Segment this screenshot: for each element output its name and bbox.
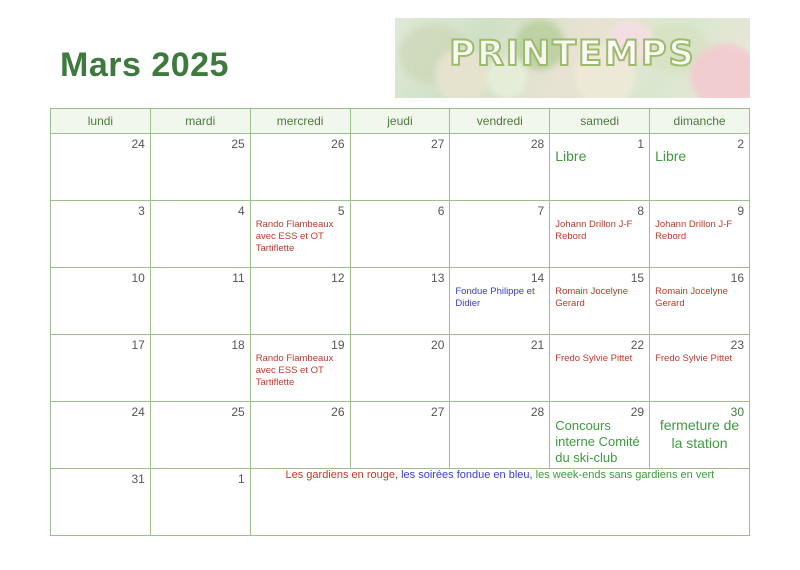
calendar-week-row xyxy=(51,201,750,268)
day-event: Johann Drillon J-F Rebord xyxy=(555,219,633,242)
day-number: 13 xyxy=(431,271,445,285)
day-number: 4 xyxy=(238,204,245,218)
day-cell[interactable] xyxy=(650,402,750,469)
calendar-week-row xyxy=(51,402,750,469)
day-event: Johann Drillon J-F Rebord xyxy=(655,219,733,242)
day-number: 31 xyxy=(131,472,145,486)
legend-part-gardiens: Les gardiens en rouge, xyxy=(285,469,399,481)
day-event: Rando Flambeaux avec ESS et OT Tartiflette xyxy=(255,219,334,254)
day-number: 21 xyxy=(530,338,545,352)
day-cell[interactable] xyxy=(250,134,350,201)
day-cell[interactable] xyxy=(150,134,250,201)
day-cell[interactable] xyxy=(550,335,650,402)
day-cell[interactable] xyxy=(350,134,450,201)
calendar-week-row xyxy=(51,134,750,201)
day-event: Romain Jocelyne Gerard xyxy=(555,286,629,309)
day-cell[interactable] xyxy=(550,134,650,201)
day-number: 3 xyxy=(138,204,145,218)
day-cell[interactable] xyxy=(250,201,350,268)
day-cell[interactable] xyxy=(51,469,151,536)
day-number: 26 xyxy=(331,137,345,151)
day-number: 24 xyxy=(131,137,145,151)
day-cell[interactable] xyxy=(51,335,151,402)
day-number: 26 xyxy=(331,405,345,419)
day-number: 19 xyxy=(331,338,345,352)
weekday-header-lundi: lundi xyxy=(51,109,151,134)
day-cell[interactable] xyxy=(550,201,650,268)
day-cell[interactable] xyxy=(150,268,250,335)
page-header xyxy=(0,0,800,100)
day-cell[interactable] xyxy=(150,469,250,536)
banner-word: PRINTEMPS xyxy=(449,34,696,74)
day-number: 2 xyxy=(737,137,744,151)
calendar-week-row xyxy=(51,335,750,402)
day-number: 1 xyxy=(238,472,245,486)
day-cell[interactable] xyxy=(250,268,350,335)
day-number: 17 xyxy=(131,338,145,352)
day-number: 25 xyxy=(231,405,245,419)
weekday-header-mercredi: mercredi xyxy=(250,109,350,134)
day-number: 5 xyxy=(337,204,345,218)
calendar-table xyxy=(50,108,750,536)
day-number: 7 xyxy=(537,204,545,218)
day-cell[interactable] xyxy=(150,402,250,469)
weekday-header-dimanche: dimanche xyxy=(650,109,750,134)
day-number: 28 xyxy=(530,405,545,419)
day-cell[interactable] xyxy=(350,402,450,469)
legend-part-weekends: les week-ends sans gardiens en vert xyxy=(532,469,715,481)
day-number: 8 xyxy=(637,204,645,218)
day-number: 11 xyxy=(232,271,245,285)
day-event: Fredo Sylvie Pittet xyxy=(555,353,633,364)
weekday-header-row xyxy=(51,109,750,134)
day-number: 6 xyxy=(437,204,445,218)
day-number: 14 xyxy=(530,271,545,285)
calendar-week-row xyxy=(51,268,750,335)
weekday-header-vendredi: vendredi xyxy=(450,109,550,134)
day-cell[interactable] xyxy=(51,201,151,268)
day-number: 28 xyxy=(530,137,545,151)
day-event: Concours interne Comité du ski-club xyxy=(555,418,640,464)
day-number: 9 xyxy=(737,204,744,218)
page-title: Mars 2025 xyxy=(60,46,229,84)
legend-text xyxy=(251,469,749,481)
day-event: Rando Flambeaux avec ESS et OT Tartiflette xyxy=(255,353,334,388)
legend-part-fondue: les soirées fondue en bleu, xyxy=(398,469,533,481)
day-cell[interactable] xyxy=(450,402,550,469)
day-number: 18 xyxy=(231,338,245,352)
weekday-header-jeudi: jeudi xyxy=(350,109,450,134)
day-cell[interactable] xyxy=(450,268,550,335)
day-cell[interactable] xyxy=(450,201,550,268)
day-cell[interactable] xyxy=(550,402,650,469)
day-cell[interactable] xyxy=(650,134,750,201)
day-cell[interactable] xyxy=(250,402,350,469)
day-number: 25 xyxy=(231,137,245,151)
weekday-header-samedi: samedi xyxy=(550,109,650,134)
day-cell[interactable] xyxy=(250,335,350,402)
spring-banner-image xyxy=(395,18,750,98)
day-number: 12 xyxy=(331,271,345,285)
day-number: 15 xyxy=(630,271,645,285)
day-cell[interactable] xyxy=(650,268,750,335)
calendar-week-row xyxy=(51,469,750,536)
day-number: 27 xyxy=(431,405,445,419)
legend-cell xyxy=(250,469,749,536)
day-cell[interactable] xyxy=(150,201,250,268)
day-cell[interactable] xyxy=(650,201,750,268)
day-number: 22 xyxy=(630,338,645,352)
day-number: 10 xyxy=(131,271,145,285)
day-cell[interactable] xyxy=(450,134,550,201)
day-number: 1 xyxy=(637,137,645,151)
day-cell[interactable] xyxy=(51,268,151,335)
day-event: fermeture de la station xyxy=(659,417,740,451)
day-event: Libre xyxy=(555,148,587,164)
day-cell[interactable] xyxy=(550,268,650,335)
day-cell[interactable] xyxy=(350,201,450,268)
day-number: 27 xyxy=(431,137,445,151)
day-cell[interactable] xyxy=(51,134,151,201)
day-number: 29 xyxy=(630,405,645,419)
day-cell[interactable] xyxy=(51,402,151,469)
day-number: 16 xyxy=(730,271,744,285)
day-cell[interactable] xyxy=(350,335,450,402)
day-event: Romain Jocelyne Gerard xyxy=(655,286,728,309)
day-event: Fondue Philippe et Didier xyxy=(455,286,535,309)
day-cell[interactable] xyxy=(350,268,450,335)
day-cell[interactable] xyxy=(450,335,550,402)
day-number: 20 xyxy=(431,338,445,352)
day-number: 23 xyxy=(730,338,744,352)
day-cell[interactable] xyxy=(650,335,750,402)
day-event: Fredo Sylvie Pittet xyxy=(655,353,733,364)
weekday-header-mardi: mardi xyxy=(150,109,250,134)
day-cell[interactable] xyxy=(150,335,250,402)
day-number: 24 xyxy=(131,405,145,419)
day-event: Libre xyxy=(655,148,687,164)
day-number: 30 xyxy=(730,405,744,419)
